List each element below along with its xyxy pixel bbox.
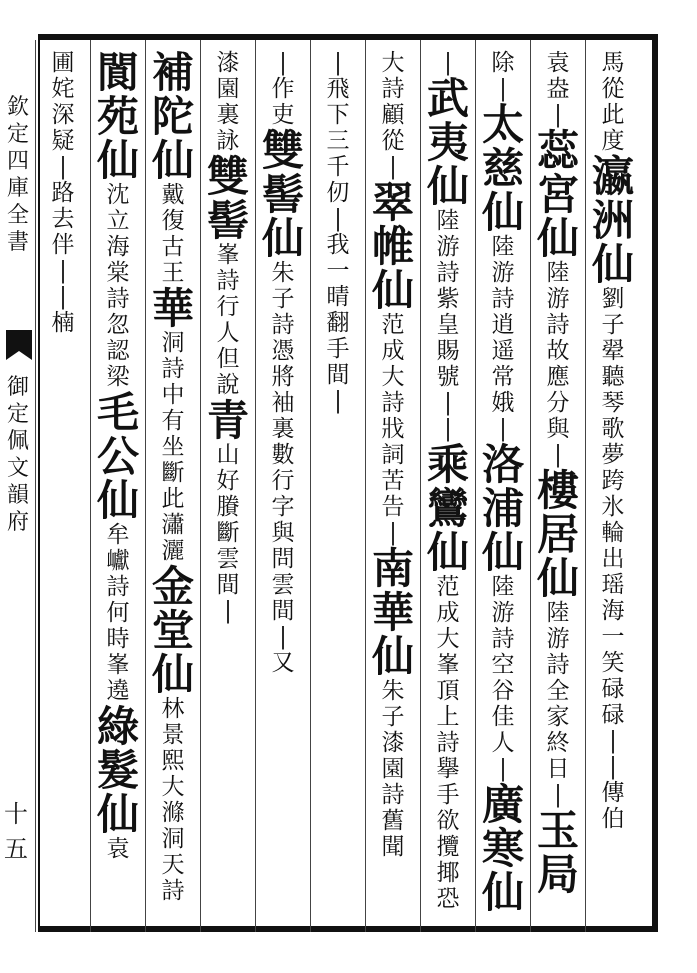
- glyph: 閬: [96, 48, 139, 97]
- glyph: 仙: [371, 266, 414, 315]
- glyph: |: [554, 102, 562, 128]
- glyph: 居: [536, 510, 579, 559]
- glyph: 復: [161, 208, 185, 234]
- glyph: 氷: [601, 494, 625, 520]
- glyph: 斷: [216, 520, 240, 546]
- glyph: 游: [436, 234, 460, 260]
- glyph: 王: [161, 260, 185, 286]
- glyph: 大: [161, 774, 185, 800]
- glyph: |: [334, 206, 342, 232]
- glyph: 仙: [96, 136, 139, 185]
- glyph: 中: [161, 382, 185, 408]
- library-title: 欽定四庫全書: [6, 95, 29, 255]
- glyph: 憑: [271, 338, 295, 364]
- glyph: 空: [491, 652, 515, 678]
- glyph: 馬: [601, 50, 625, 76]
- glyph: 仙: [481, 528, 524, 577]
- glyph: 夢: [601, 442, 625, 468]
- glyph: 翚: [601, 338, 625, 364]
- glyph: 詩: [106, 574, 130, 600]
- glyph: 髻: [206, 196, 249, 245]
- glyph: 苦: [381, 468, 405, 494]
- glyph: 武: [426, 74, 469, 123]
- glyph: 綠: [96, 702, 139, 751]
- glyph: 笑: [601, 650, 625, 676]
- glyph: 路: [51, 180, 75, 206]
- glyph: 聽: [601, 364, 625, 390]
- glyph: 輪: [601, 520, 625, 546]
- glyph: 娥: [491, 390, 515, 416]
- glyph: 此: [161, 486, 185, 512]
- glyph: 成: [436, 600, 460, 626]
- glyph: 棠: [106, 260, 130, 286]
- glyph: 園: [216, 76, 240, 102]
- glyph: 游: [546, 286, 570, 312]
- glyph: 海: [601, 598, 625, 624]
- glyph: 巘: [106, 548, 130, 574]
- glyph: 夷: [426, 118, 469, 167]
- glyph: |: [499, 756, 507, 782]
- glyph: 子: [601, 312, 625, 338]
- glyph: 手: [436, 782, 460, 808]
- glyph: |: [334, 388, 342, 414]
- glyph: |: [444, 416, 452, 442]
- glyph: 去: [51, 206, 75, 232]
- glyph: 成: [381, 338, 405, 364]
- glyph: 從: [381, 128, 405, 154]
- glyph: 游: [546, 626, 570, 652]
- glyph: 姹: [51, 76, 75, 102]
- glyph: 大: [436, 626, 460, 652]
- glyph: 深: [51, 102, 75, 128]
- glyph: 出: [601, 546, 625, 572]
- glyph: 從: [601, 76, 625, 102]
- glyph: 三: [326, 128, 350, 154]
- glyph: 子: [381, 704, 405, 730]
- glyph: 告: [381, 494, 405, 520]
- glyph: 詩: [491, 286, 515, 312]
- glyph: 行: [216, 294, 240, 320]
- glyph: 雲: [216, 546, 240, 572]
- glyph: 全: [546, 678, 570, 704]
- page-number: 十五: [4, 800, 28, 863]
- glyph: 上: [436, 704, 460, 730]
- glyph: 飛: [326, 76, 350, 102]
- glyph: 劉: [601, 286, 625, 312]
- glyph: 朱: [271, 260, 295, 286]
- text-column: [310, 52, 366, 920]
- glyph: 洲: [591, 196, 634, 245]
- glyph: |: [389, 154, 397, 180]
- glyph: 詩: [161, 878, 185, 904]
- glyph: 沈: [106, 182, 130, 208]
- glyph: |: [444, 50, 452, 76]
- glyph: 家: [546, 704, 570, 730]
- glyph: 逍: [491, 312, 515, 338]
- glyph: 好: [216, 468, 240, 494]
- glyph: 與: [271, 520, 295, 546]
- glyph: 仙: [536, 554, 579, 603]
- glyph: |: [554, 782, 562, 808]
- glyph: 楠: [51, 310, 75, 336]
- text-column: [530, 52, 586, 920]
- glyph: 故: [546, 338, 570, 364]
- glyph: 立: [106, 208, 130, 234]
- glyph: 顧: [381, 102, 405, 128]
- glyph: 碌: [601, 676, 625, 702]
- glyph: |: [224, 598, 232, 624]
- glyph: 翠: [371, 178, 414, 227]
- fish-tail-ornament: [6, 330, 32, 360]
- glyph: 下: [326, 102, 350, 128]
- glyph: 陸: [546, 600, 570, 626]
- glyph: 雙: [206, 152, 249, 201]
- glyph: 詩: [161, 356, 185, 382]
- glyph: 戕: [381, 416, 405, 442]
- glyph: |: [609, 754, 617, 780]
- glyph: 局: [536, 850, 579, 899]
- glyph: 大: [381, 364, 405, 390]
- glyph: 詩: [381, 782, 405, 808]
- glyph: 樓: [536, 466, 579, 515]
- glyph: 詩: [106, 286, 130, 312]
- glyph: 賜: [436, 338, 460, 364]
- glyph: 問: [271, 546, 295, 572]
- glyph: 裏: [271, 416, 295, 442]
- glyph: 蕊: [536, 126, 579, 175]
- glyph: |: [59, 284, 67, 310]
- glyph: 陸: [436, 208, 460, 234]
- glyph: 與: [546, 416, 570, 442]
- glyph: 宮: [536, 170, 579, 219]
- glyph: 我: [326, 232, 350, 258]
- glyph: 舊: [381, 808, 405, 834]
- glyph: 詩: [381, 76, 405, 102]
- glyph: 仙: [481, 868, 524, 917]
- book-title: 御定佩文韻府: [6, 375, 29, 535]
- glyph: 華: [371, 588, 414, 637]
- glyph: 太: [481, 100, 524, 149]
- glyph: 范: [436, 574, 460, 600]
- glyph: |: [334, 50, 342, 76]
- glyph: 范: [381, 312, 405, 338]
- glyph: 仙: [96, 476, 139, 525]
- glyph: 常: [491, 364, 515, 390]
- glyph: 大: [381, 50, 405, 76]
- glyph: 一: [326, 258, 350, 284]
- glyph: 歌: [601, 416, 625, 442]
- glyph: 詩: [436, 260, 460, 286]
- glyph: |: [389, 520, 397, 546]
- glyph: 詩: [491, 626, 515, 652]
- glyph: 人: [216, 320, 240, 346]
- glyph: 裏: [216, 102, 240, 128]
- glyph: 恐: [436, 886, 460, 912]
- glyph: 髻: [261, 170, 304, 219]
- glyph: 間: [271, 598, 295, 624]
- glyph: 南: [371, 544, 414, 593]
- glyph: 詠: [216, 128, 240, 154]
- glyph: 跨: [601, 468, 625, 494]
- glyph: 堂: [151, 606, 194, 655]
- text-column: [200, 52, 256, 920]
- text-column: [475, 52, 531, 920]
- glyph: 漆: [381, 730, 405, 756]
- glyph: 玉: [536, 806, 579, 855]
- glyph: 間: [216, 572, 240, 598]
- glyph: 詩: [436, 730, 460, 756]
- glyph: |: [499, 416, 507, 442]
- glyph: 瀛: [591, 152, 634, 201]
- glyph: 袁: [106, 836, 130, 862]
- glyph: 袁: [546, 50, 570, 76]
- glyph: |: [59, 154, 67, 180]
- glyph: 慈: [481, 144, 524, 193]
- glyph: 吏: [271, 102, 295, 128]
- glyph: 擧: [436, 756, 460, 782]
- glyph: 晴: [326, 284, 350, 310]
- glyph: |: [554, 442, 562, 468]
- glyph: 洛: [481, 440, 524, 489]
- glyph: 陸: [546, 260, 570, 286]
- glyph: 揶: [436, 860, 460, 886]
- glyph: 疑: [51, 128, 75, 154]
- glyph: 皇: [436, 312, 460, 338]
- glyph: 朱: [381, 678, 405, 704]
- glyph: 欲: [436, 808, 460, 834]
- glyph: 斷: [161, 460, 185, 486]
- glyph: 作: [271, 76, 295, 102]
- glyph: 手: [326, 336, 350, 362]
- glyph: 但: [216, 346, 240, 372]
- glyph: 行: [271, 468, 295, 494]
- glyph: 詩: [271, 312, 295, 338]
- glyph: 漆: [216, 50, 240, 76]
- glyph: |: [444, 390, 452, 416]
- glyph: 度: [601, 128, 625, 154]
- glyph: 人: [491, 730, 515, 756]
- glyph: 一: [601, 624, 625, 650]
- glyph: 頂: [436, 678, 460, 704]
- glyph: 海: [106, 234, 130, 260]
- glyph: 鸞: [426, 484, 469, 533]
- glyph: 何: [106, 600, 130, 626]
- glyph: |: [499, 76, 507, 102]
- glyph: 仙: [371, 632, 414, 681]
- glyph: 陸: [491, 234, 515, 260]
- glyph: 陀: [151, 92, 194, 141]
- glyph: 遥: [491, 338, 515, 364]
- glyph: 子: [271, 286, 295, 312]
- glyph: 詩: [381, 390, 405, 416]
- text-column: [420, 52, 476, 920]
- glyph: 圃: [51, 50, 75, 76]
- glyph: 補: [151, 48, 194, 97]
- glyph: |: [609, 728, 617, 754]
- glyph: 號: [436, 364, 460, 390]
- glyph: 時: [106, 626, 130, 652]
- glyph: 熙: [161, 748, 185, 774]
- glyph: 除: [491, 50, 515, 76]
- glyph: 琴: [601, 390, 625, 416]
- glyph: 詩: [216, 268, 240, 294]
- glyph: 伯: [601, 806, 625, 832]
- glyph: 瑶: [601, 572, 625, 598]
- glyph: 牟: [106, 522, 130, 548]
- glyph: 游: [491, 600, 515, 626]
- text-column: [90, 48, 146, 920]
- glyph: 字: [271, 494, 295, 520]
- glyph: 苑: [96, 92, 139, 141]
- glyph: 髮: [96, 746, 139, 795]
- glyph: 毛: [96, 388, 139, 437]
- glyph: 日: [546, 756, 570, 782]
- glyph: 華: [151, 284, 194, 333]
- glyph: 天: [161, 852, 185, 878]
- column-rule: [35, 40, 36, 932]
- left-margin-gutter: [0, 34, 40, 932]
- glyph: 戴: [161, 182, 185, 208]
- glyph: 認: [106, 338, 130, 364]
- glyph: 景: [161, 722, 185, 748]
- glyph: |: [279, 50, 287, 76]
- glyph: 仙: [151, 650, 194, 699]
- glyph: 谷: [491, 678, 515, 704]
- glyph: 峯: [106, 652, 130, 678]
- glyph: 分: [546, 390, 570, 416]
- glyph: 仞: [326, 180, 350, 206]
- glyph: 帷: [371, 222, 414, 271]
- text-column: [365, 52, 421, 920]
- glyph: 游: [491, 260, 515, 286]
- glyph: 仙: [426, 528, 469, 577]
- glyph: 將: [271, 364, 295, 390]
- glyph: 滌: [161, 800, 185, 826]
- glyph: 詞: [381, 442, 405, 468]
- glyph: 翻: [326, 310, 350, 336]
- glyph: 終: [546, 730, 570, 756]
- glyph: 峯: [436, 652, 460, 678]
- glyph: 梁: [106, 364, 130, 390]
- text-column: [585, 52, 641, 920]
- glyph: 攬: [436, 834, 460, 860]
- glyph: 陸: [491, 574, 515, 600]
- glyph: 山: [216, 442, 240, 468]
- glyph: |: [279, 624, 287, 650]
- glyph: 忽: [106, 312, 130, 338]
- glyph: 紫: [436, 286, 460, 312]
- glyph: 仙: [151, 136, 194, 185]
- glyph: 遶: [106, 678, 130, 704]
- glyph: 廣: [481, 780, 524, 829]
- glyph: 園: [381, 756, 405, 782]
- glyph: 洞: [161, 330, 185, 356]
- text-column: [35, 52, 91, 920]
- glyph: 袖: [271, 390, 295, 416]
- glyph: 詩: [546, 652, 570, 678]
- glyph: 聞: [381, 834, 405, 860]
- glyph: 洞: [161, 826, 185, 852]
- text-column: [145, 48, 201, 920]
- glyph: 公: [96, 432, 139, 481]
- glyph: 雲: [271, 572, 295, 598]
- glyph: 佳: [491, 704, 515, 730]
- glyph: 雙: [261, 126, 304, 175]
- glyph: 峯: [216, 242, 240, 268]
- glyph: 古: [161, 234, 185, 260]
- glyph: 金: [151, 562, 194, 611]
- glyph: 盎: [546, 76, 570, 102]
- glyph: 數: [271, 442, 295, 468]
- text-column: [255, 52, 311, 920]
- glyph: 千: [326, 154, 350, 180]
- glyph: 乘: [426, 440, 469, 489]
- glyph: 賸: [216, 494, 240, 520]
- glyph: 此: [601, 102, 625, 128]
- glyph: 應: [546, 364, 570, 390]
- glyph: |: [59, 258, 67, 284]
- glyph: 又: [271, 650, 295, 676]
- glyph: 青: [206, 396, 249, 445]
- glyph: 林: [161, 696, 185, 722]
- glyph: 仙: [261, 214, 304, 263]
- glyph: 仙: [481, 188, 524, 237]
- glyph: 說: [216, 372, 240, 398]
- glyph: 灑: [161, 538, 185, 564]
- glyph: 瀟: [161, 512, 185, 538]
- glyph: 伴: [51, 232, 75, 258]
- glyph: 有: [161, 408, 185, 434]
- glyph: 仙: [591, 240, 634, 289]
- glyph: 坐: [161, 434, 185, 460]
- glyph: 仙: [536, 214, 579, 263]
- glyph: 詩: [546, 312, 570, 338]
- glyph: 浦: [481, 484, 524, 533]
- glyph: 仙: [426, 162, 469, 211]
- glyph: 寒: [481, 824, 524, 873]
- glyph: 傳: [601, 780, 625, 806]
- glyph: 仙: [96, 790, 139, 839]
- glyph: 間: [326, 362, 350, 388]
- glyph: 碌: [601, 702, 625, 728]
